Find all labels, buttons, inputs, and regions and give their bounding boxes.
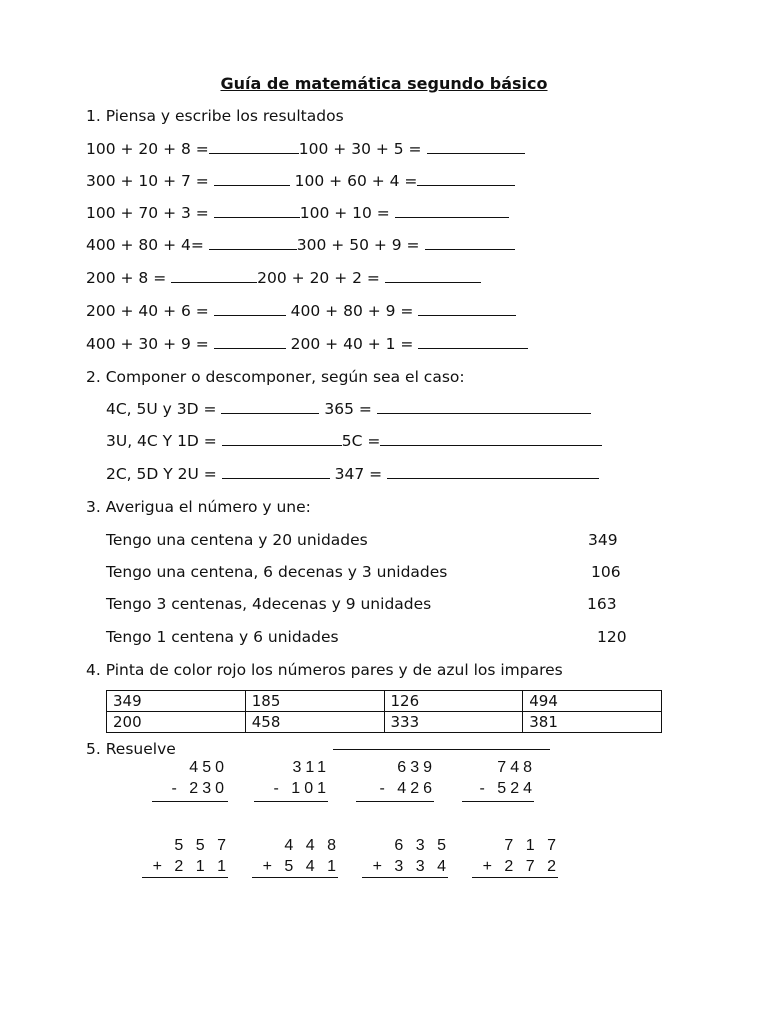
answer-blank[interactable] (417, 171, 515, 186)
match-item-number: 106 (591, 563, 621, 581)
op-result-line[interactable] (462, 801, 534, 802)
op-top-number: 311 (292, 759, 330, 776)
table-row (107, 712, 662, 733)
table-row (107, 691, 662, 712)
match-item-text: Tengo 3 centenas, 4decenas y 9 unidades (106, 595, 432, 613)
sum-left: 100 + 20 + 8 = (86, 140, 209, 158)
match-item-number: 120 (597, 628, 627, 646)
answer-blank[interactable] (222, 464, 330, 479)
answer-blank[interactable] (171, 268, 257, 283)
match-item-text: Tengo 1 centena y 6 unidades (106, 628, 339, 646)
table-cell[interactable]: 185 (245, 691, 384, 712)
op-result-line[interactable] (362, 877, 448, 878)
op-bottom-number: - 524 (479, 780, 536, 797)
sum-row-6 (86, 301, 516, 321)
sum-left: 100 + 70 + 3 = (86, 204, 209, 222)
sum-left: 400 + 80 + 4= (86, 236, 204, 254)
sum-right: 100 + 30 + 5 = (298, 140, 422, 158)
op-top-number: 4 4 8 (284, 837, 340, 854)
op-bottom-number: + 5 4 1 (262, 858, 340, 875)
op-bottom-number: - 101 (273, 780, 330, 797)
compose-left: 3U, 4C Y 1D = (106, 432, 217, 450)
op-result-line[interactable] (152, 801, 228, 802)
section1-heading: 1. Piensa y escribe los resultados (86, 107, 344, 125)
answer-blank[interactable] (214, 334, 286, 349)
compose-right: 347 = (334, 465, 383, 483)
section3-heading: 3. Averigua el número y une: (86, 498, 311, 516)
compose-left: 4C, 5U y 3D = (106, 400, 217, 418)
answer-blank[interactable] (385, 268, 481, 283)
compose-left: 2C, 5D Y 2U = (106, 465, 217, 483)
sum-row-1 (86, 139, 525, 159)
op-top-number: 6 3 5 (394, 837, 450, 854)
compose-row-3 (106, 464, 599, 484)
sum-right: 100 + 60 + 4 = (294, 172, 418, 190)
op-bottom-number: - 426 (379, 780, 436, 797)
table-cell[interactable]: 126 (384, 691, 523, 712)
table-cell[interactable]: 381 (523, 712, 662, 733)
answer-blank[interactable] (222, 431, 342, 446)
op-result-line[interactable] (142, 877, 228, 878)
sum-row-4 (86, 235, 515, 255)
match-item-text: Tengo una centena y 20 unidades (106, 531, 368, 549)
compose-right: 5C = (341, 432, 381, 450)
answer-blank[interactable] (214, 171, 290, 186)
answer-blank[interactable] (418, 334, 528, 349)
sum-left: 400 + 30 + 9 = (86, 335, 209, 353)
compose-right: 365 = (324, 400, 372, 418)
sum-left: 200 + 40 + 6 = (86, 302, 209, 320)
op-top-number: 7 1 7 (504, 837, 560, 854)
sum-row-2 (86, 171, 515, 191)
op-result-line[interactable] (356, 801, 434, 802)
sum-right: 400 + 80 + 9 = (290, 302, 414, 320)
sum-left: 200 + 8 = (86, 269, 167, 287)
table-cell[interactable]: 458 (245, 712, 384, 733)
answer-blank[interactable] (380, 431, 602, 446)
sum-right: 200 + 20 + 2 = (257, 269, 380, 287)
number-color-table (106, 690, 662, 733)
table-cell[interactable]: 200 (107, 712, 246, 733)
section2-heading: 2. Componer o descomponer, según sea el caso: (86, 368, 465, 386)
answer-blank[interactable] (395, 203, 509, 218)
sum-right: 100 + 10 = (299, 204, 390, 222)
section4-heading: 4. Pinta de color rojo los números pares y de azul los impares (86, 661, 563, 679)
answer-blank[interactable] (377, 399, 591, 414)
sum-right: 200 + 40 + 1 = (290, 335, 414, 353)
match-item-text: Tengo una centena, 6 decenas y 3 unidades (106, 563, 448, 581)
op-top-number: 5 5 7 (174, 837, 230, 854)
answer-blank[interactable] (221, 399, 319, 414)
sum-row-7 (86, 334, 528, 354)
op-result-line[interactable] (472, 877, 558, 878)
answer-blank[interactable] (209, 235, 297, 250)
op-result-line[interactable] (254, 801, 328, 802)
answer-blank[interactable] (418, 301, 516, 316)
divider-line (333, 749, 550, 750)
table-cell[interactable]: 333 (384, 712, 523, 733)
sum-row-5 (86, 268, 481, 288)
op-bottom-number: - 230 (171, 780, 228, 797)
answer-blank[interactable] (425, 235, 515, 250)
answer-blank[interactable] (427, 139, 525, 154)
compose-row-1 (106, 399, 591, 419)
compose-row-2 (106, 431, 602, 451)
page-title: Guía de matemática segundo básico (220, 74, 548, 93)
answer-blank[interactable] (214, 301, 286, 316)
answer-blank[interactable] (209, 139, 299, 154)
op-top-number: 639 (397, 759, 436, 776)
op-bottom-number: + 2 7 2 (482, 858, 560, 875)
sum-row-3 (86, 203, 509, 223)
section5-heading: 5. Resuelve (86, 740, 176, 758)
op-result-line[interactable] (252, 877, 338, 878)
sum-right: 300 + 50 + 9 = (296, 236, 420, 254)
match-item-number: 349 (588, 531, 618, 549)
op-bottom-number: + 3 3 4 (372, 858, 450, 875)
sum-left: 300 + 10 + 7 = (86, 172, 209, 190)
answer-blank[interactable] (387, 464, 599, 479)
table-cell[interactable]: 494 (523, 691, 662, 712)
op-top-number: 450 (189, 759, 228, 776)
match-item-number: 163 (587, 595, 617, 613)
table-cell[interactable]: 349 (107, 691, 246, 712)
op-top-number: 748 (497, 759, 536, 776)
answer-blank[interactable] (214, 203, 300, 218)
op-bottom-number: + 2 1 1 (152, 858, 230, 875)
